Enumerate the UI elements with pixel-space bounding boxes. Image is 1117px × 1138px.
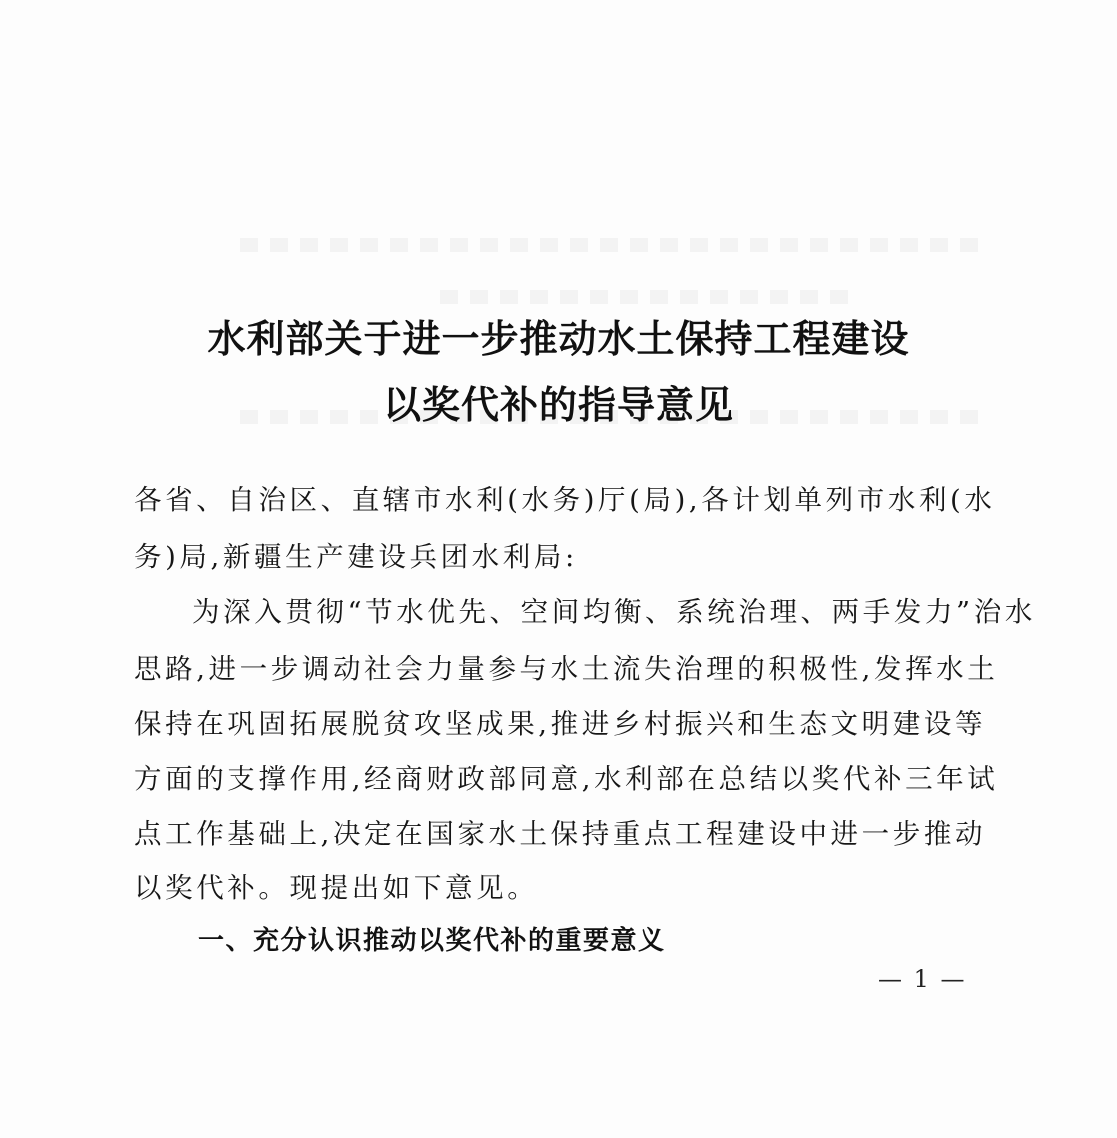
paragraph-line: 方面的支撑作用,经商财政部同意,水利部在总结以奖代补三年试 [134,763,999,795]
paragraph-line: 点工作基础上,决定在国家水土保持重点工程建设中进一步推动 [134,818,987,850]
section-heading: 一、充分认识推动以奖代补的重要意义 [198,926,666,956]
document-title-line-1: 水利部关于进一步推动水土保持工程建设 [207,317,910,361]
addressee-line-2: 务)局,新疆生产建设兵团水利局: [134,541,578,573]
addressee-line-1: 各省、自治区、直辖市水利(水务)厅(局),各计划单列市水利(水 [134,484,996,516]
document-title-line-2: 以奖代补的指导意见 [382,383,734,427]
paragraph-line: 思路,进一步调动社会力量参与水土流失治理的积极性,发挥水土 [134,653,999,685]
paragraph-line: 以奖代补。现提出如下意见。 [134,872,539,904]
paragraph-line: 为深入贯彻“节水优先、空间均衡、系统治理、两手发力”治水 [192,596,1036,628]
page-number: — 1 — [878,965,967,993]
bleed-through-text [440,290,860,304]
paragraph-line: 保持在巩固拓展脱贫攻坚成果,推进乡村振兴和生态文明建设等 [134,708,987,740]
bleed-through-text [240,238,990,252]
